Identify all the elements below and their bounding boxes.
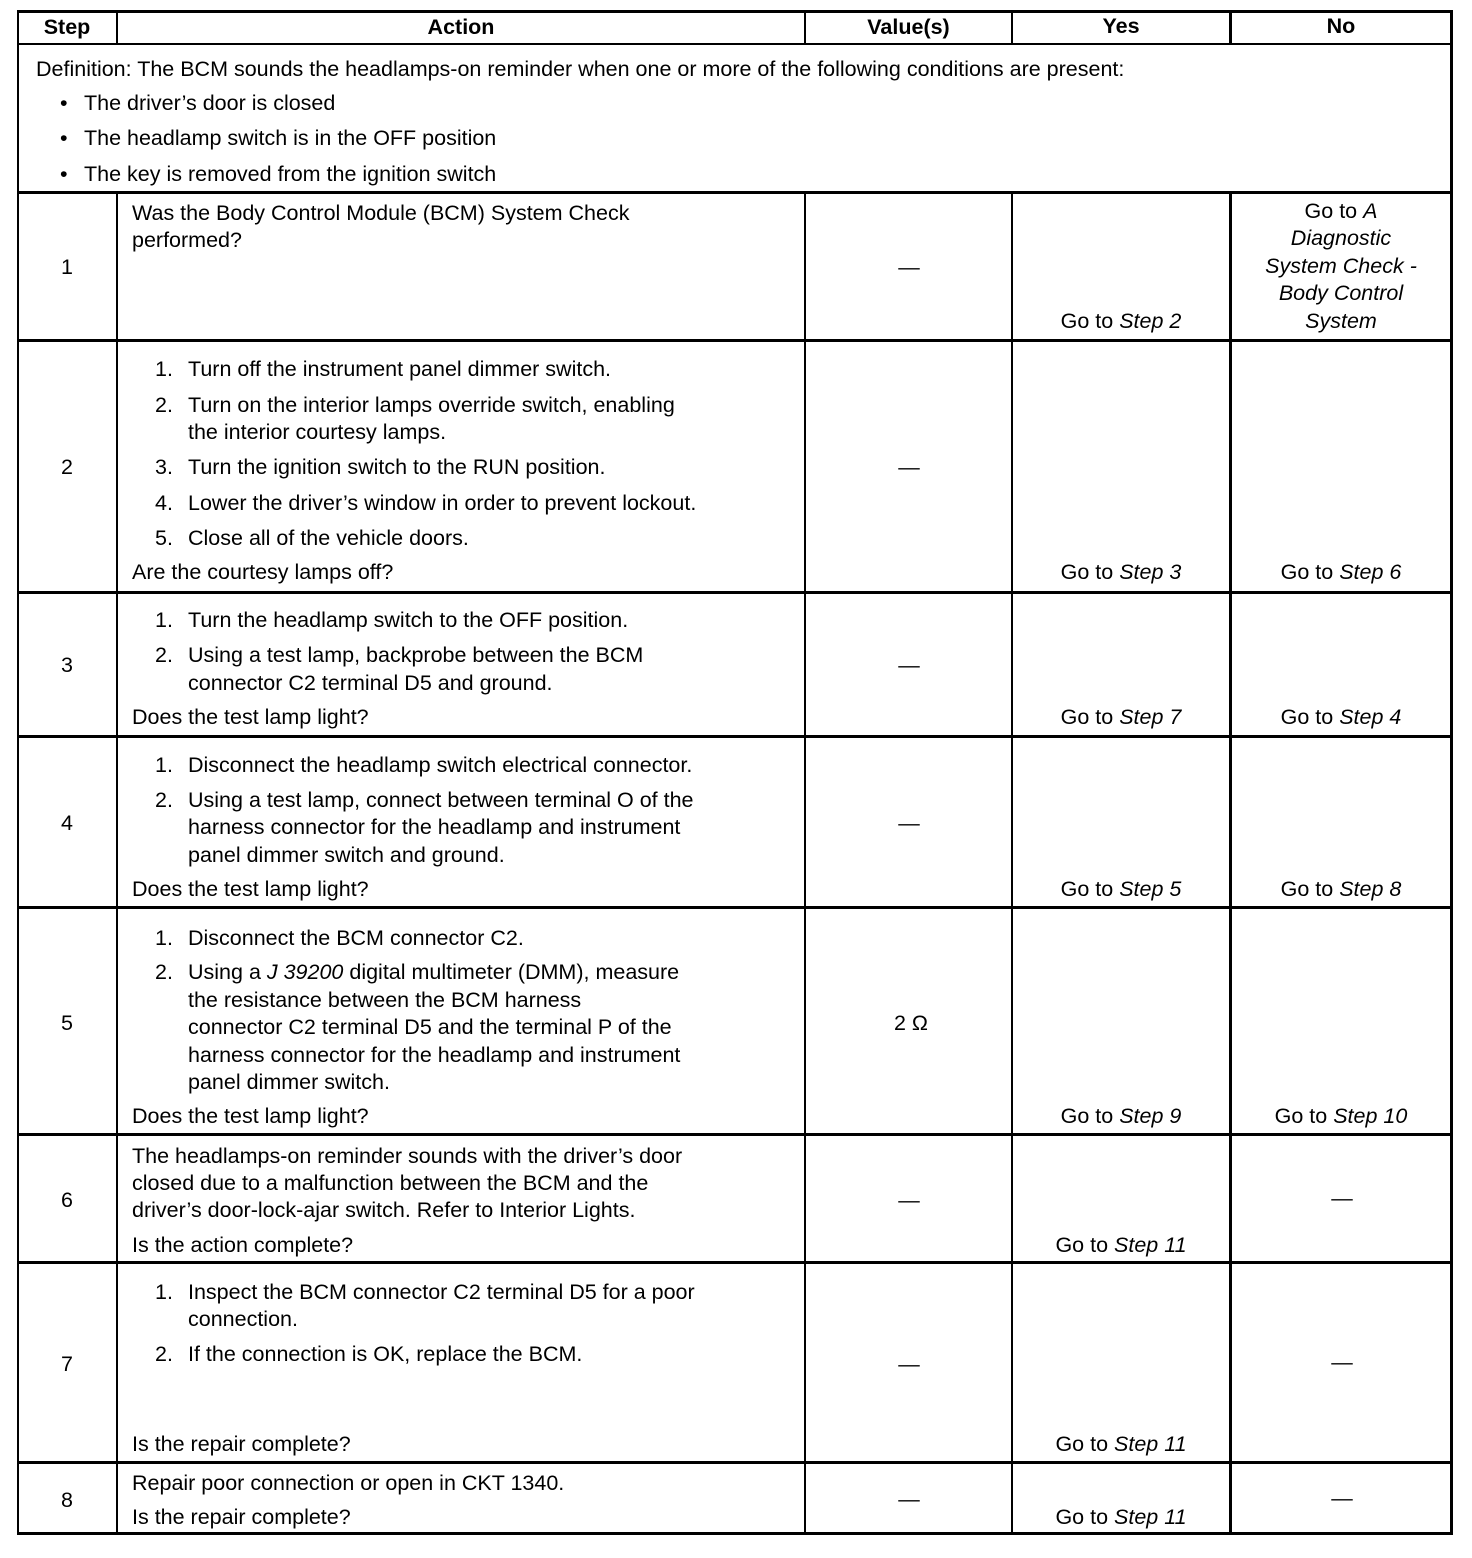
column-divider — [1229, 191, 1232, 1535]
go-to-label: Go to — [1060, 309, 1114, 333]
question-text: Does the test lamp light? — [132, 1104, 369, 1128]
value-dash: — — [898, 1352, 920, 1376]
item-number: 1. — [155, 608, 173, 632]
action-text: Repair poor connection or open in CKT 1340. — [132, 1471, 565, 1495]
go-to-label: Go to — [1055, 1233, 1109, 1257]
item-number: 1. — [155, 753, 173, 777]
no-link[interactable] — [1232, 703, 1450, 731]
go-to-label: Go to — [1280, 705, 1334, 729]
action-text: closed due to a malfunction between the BCM and the — [132, 1171, 649, 1195]
no-link[interactable] — [1232, 875, 1450, 903]
go-to-label: Go to — [1055, 1432, 1109, 1456]
item-text: connector C2 terminal D5 and the terminal P of the — [188, 1015, 672, 1039]
table-border-left — [17, 10, 19, 1535]
tool-text: Using a — [188, 960, 267, 984]
item-text: Close all of the vehicle doors. — [188, 526, 469, 550]
item-number: 1. — [155, 1280, 173, 1304]
item-number: 2. — [155, 643, 173, 667]
no-link[interactable] — [1232, 558, 1450, 586]
row-divider — [17, 1133, 1453, 1136]
question-text: Are the courtesy lamps off? — [132, 560, 394, 584]
step-number: 2 — [61, 455, 73, 479]
no-link[interactable] — [1232, 197, 1450, 225]
step-number: 4 — [61, 811, 73, 835]
value-dash: — — [898, 1188, 920, 1212]
row-divider — [17, 191, 1453, 194]
definition-bullet: The headlamp switch is in the OFF position — [84, 126, 497, 150]
item-text: harness connector for the headlamp and instrument — [188, 1043, 681, 1067]
item-text: the interior courtesy lamps. — [188, 420, 447, 444]
bullet-marker: • — [60, 91, 68, 115]
step-number: 1 — [61, 255, 73, 279]
item-number: 2. — [155, 393, 173, 417]
no-link-text[interactable]: System — [1305, 309, 1377, 333]
item-number: 2. — [155, 788, 173, 812]
step-ref: Step 11 — [1114, 1505, 1187, 1529]
value-dash: — — [898, 255, 920, 279]
item-text: connection. — [188, 1307, 298, 1331]
bullet-marker: • — [60, 126, 68, 150]
no-link[interactable] — [1232, 1102, 1450, 1130]
value-dash: — — [898, 1487, 920, 1511]
definition-bullet: The driver’s door is closed — [84, 91, 336, 115]
step-ref: Step 2 — [1119, 309, 1182, 333]
no-dash: — — [1331, 1350, 1353, 1374]
question-text: Is the repair complete? — [132, 1432, 351, 1456]
question-text: Is the action complete? — [132, 1233, 354, 1257]
go-to-label: Go to — [1274, 1104, 1328, 1128]
item-text: Turn off the instrument panel dimmer switch. — [188, 357, 612, 381]
no-link-text[interactable]: System Check - — [1265, 254, 1417, 278]
column-divider — [804, 191, 806, 1535]
no-link-text[interactable]: Diagnostic — [1290, 226, 1392, 250]
column-divider — [1011, 191, 1013, 1535]
step-ref: Step 6 — [1339, 560, 1402, 584]
step-ref: Step 3 — [1119, 560, 1182, 584]
step-ref: Step 5 — [1119, 877, 1182, 901]
header-step: Step — [43, 15, 91, 39]
step-number: 5 — [61, 1011, 73, 1035]
row-divider — [17, 1461, 1453, 1464]
yes-link[interactable] — [1013, 1503, 1229, 1531]
go-to-label: Go to — [1055, 1505, 1109, 1529]
yes-link[interactable] — [1013, 875, 1229, 903]
action-text: The headlamps-on reminder sounds with the driver’s door — [132, 1144, 683, 1168]
row-divider — [17, 339, 1453, 342]
no-link-text[interactable]: Body Control — [1278, 281, 1404, 305]
step-number: 7 — [61, 1352, 73, 1376]
item-text: Using a test lamp, connect between terminal O of the — [188, 788, 694, 812]
header-no: No — [1326, 14, 1356, 38]
step-ref: Step 4 — [1339, 705, 1402, 729]
item-number: 2. — [155, 960, 173, 984]
step-number: 3 — [61, 653, 73, 677]
step-ref: Step 8 — [1339, 877, 1402, 901]
go-to-label: Go to — [1060, 1104, 1114, 1128]
question-text: Does the test lamp light? — [132, 877, 369, 901]
yes-link[interactable] — [1013, 307, 1229, 335]
step-ref: Step 11 — [1114, 1432, 1187, 1456]
item-text: harness connector for the headlamp and instrument — [188, 815, 681, 839]
item-text: Using a test lamp, backprobe between the BCM — [188, 643, 644, 667]
no-dash: — — [1331, 1486, 1353, 1510]
item-text: Inspect the BCM connector C2 terminal D5 for a poor — [188, 1280, 695, 1304]
value-resistance: 2 Ω — [893, 1011, 928, 1035]
action-text: Was the Body Control Module (BCM) System Check — [132, 201, 630, 225]
step-ref: Step 9 — [1119, 1104, 1182, 1128]
definition-text: Definition: The BCM sounds the headlamps-on reminder when one or more of the following conditions are present: — [36, 57, 1125, 81]
definition-bullet: The key is removed from the ignition switch — [84, 162, 497, 186]
table-border-bottom — [17, 1532, 1453, 1535]
column-divider — [116, 191, 118, 1535]
yes-link[interactable] — [1013, 1231, 1229, 1259]
item-text: Turn the headlamp switch to the OFF position. — [188, 608, 629, 632]
go-to-label: Go to — [1060, 560, 1114, 584]
action-text: performed? — [132, 228, 242, 252]
step-number: 6 — [61, 1188, 73, 1212]
go-to-label: Go to — [1280, 877, 1334, 901]
row-divider — [17, 906, 1453, 909]
item-text: Turn the ignition switch to the RUN position. — [188, 455, 606, 479]
bullet-marker: • — [60, 162, 68, 186]
item-text: the resistance between the BCM harness — [188, 988, 582, 1012]
yes-link[interactable] — [1013, 1102, 1229, 1130]
value-dash: — — [898, 811, 920, 835]
item-text: Turn on the interior lamps override switch, enabling — [188, 393, 675, 417]
item-text: panel dimmer switch and ground. — [188, 843, 505, 867]
question-text: Is the repair complete? — [132, 1505, 351, 1529]
value-dash: — — [898, 653, 920, 677]
no-dash: — — [1331, 1186, 1353, 1210]
item-text: connector C2 terminal D5 and ground. — [188, 671, 553, 695]
item-number: 2. — [155, 1342, 173, 1366]
yes-link[interactable] — [1013, 703, 1229, 731]
item-text: panel dimmer switch. — [188, 1070, 390, 1094]
action-text: driver’s door-lock-ajar switch. Refer to Interior Lights. — [132, 1198, 636, 1222]
step-ref: Step 7 — [1119, 705, 1182, 729]
row-divider — [17, 1261, 1453, 1264]
step-ref: Step 11 — [1114, 1233, 1187, 1257]
item-text: Disconnect the BCM connector C2. — [188, 926, 524, 950]
value-dash: — — [898, 455, 920, 479]
header-values: Value(s) — [867, 15, 950, 39]
step-ref: A — [1363, 199, 1378, 223]
table-border-right — [1450, 10, 1453, 1535]
go-to-label: Go to — [1304, 199, 1364, 223]
item-number: 5. — [155, 526, 173, 550]
row-divider — [17, 591, 1453, 594]
item-number: 1. — [155, 926, 173, 950]
yes-link[interactable] — [1013, 1430, 1229, 1458]
item-text — [188, 958, 679, 986]
tool-number: J 39200 — [266, 960, 344, 984]
header-divider — [17, 43, 1453, 45]
tool-text: digital multimeter (DMM), measure — [343, 960, 680, 984]
go-to-label: Go to — [1060, 705, 1114, 729]
item-text: If the connection is OK, replace the BCM. — [188, 1342, 583, 1366]
yes-link[interactable] — [1013, 558, 1229, 586]
step-number: 8 — [61, 1488, 73, 1512]
header-action: Action — [427, 15, 495, 39]
question-text: Does the test lamp light? — [132, 705, 369, 729]
item-number: 1. — [155, 357, 173, 381]
row-divider — [17, 735, 1453, 738]
go-to-label: Go to — [1060, 877, 1114, 901]
header-yes: Yes — [1102, 14, 1140, 38]
item-text: Disconnect the headlamp switch electrical connector. — [188, 753, 693, 777]
item-number: 4. — [155, 491, 173, 515]
go-to-label: Go to — [1280, 560, 1334, 584]
item-number: 3. — [155, 455, 173, 479]
item-text: Lower the driver’s window in order to prevent lockout. — [188, 491, 697, 515]
step-ref: Step 10 — [1333, 1104, 1408, 1128]
